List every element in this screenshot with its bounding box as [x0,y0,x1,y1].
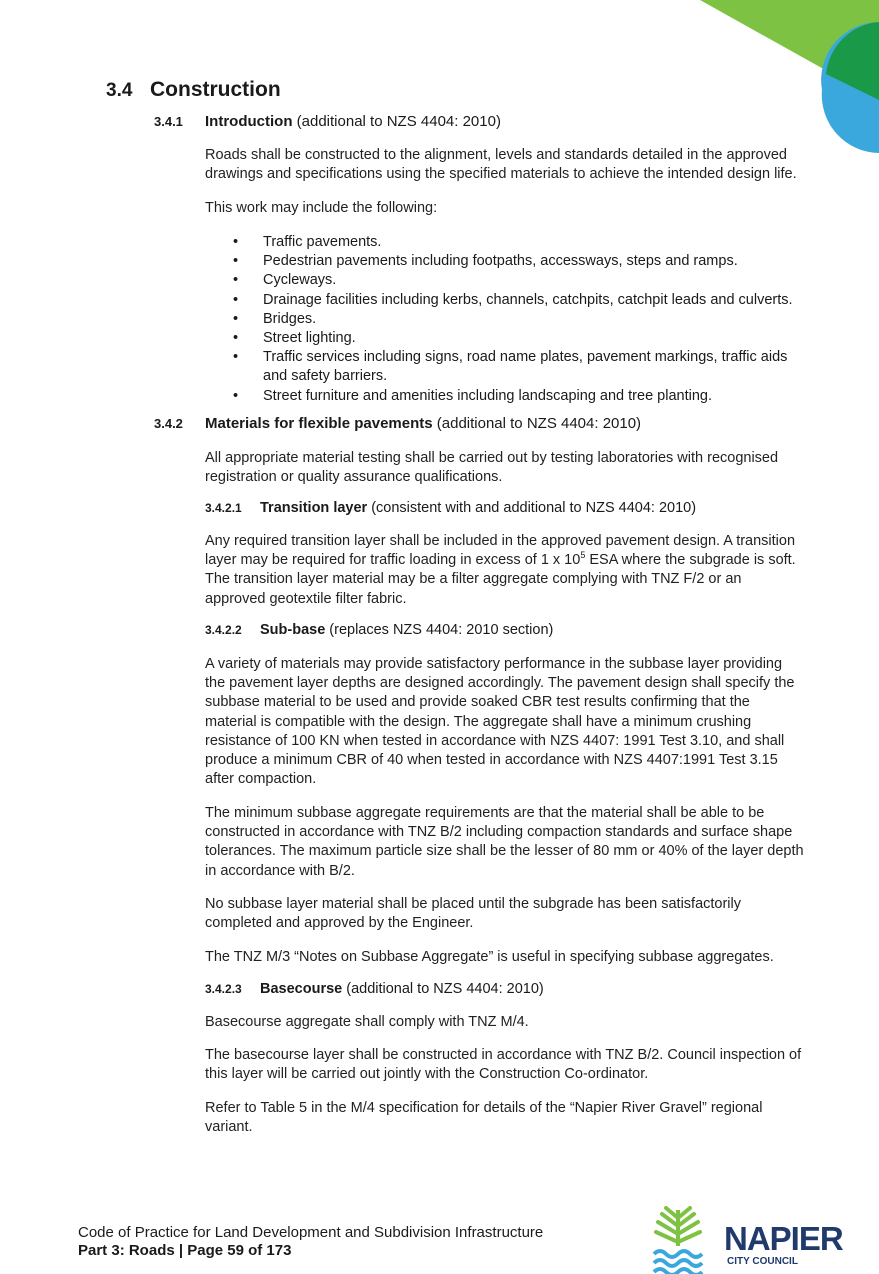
logo-subtitle: CITY COUNCIL [727,1256,798,1267]
superscript: 5 [580,550,586,561]
bullet-icon: • [233,253,239,270]
section-heading [106,78,281,102]
subsection-number: 3.4.2 [154,416,183,431]
paragraph: Basecourse aggregate shall comply with TNZ M/4. [205,1014,529,1030]
list-item-text: Pedestrian pavements including footpaths, accessways, steps and ramps. [263,253,738,270]
paragraph: The TNZ M/3 “Notes on Subbase Aggregate” is useful in specifying subbase aggregates. [205,949,774,965]
list-item-text: Street lighting. [263,330,356,347]
bullet-icon: • [233,310,239,327]
subsubsection-title: Sub-base [260,622,326,638]
subsection-title: Introduction [205,113,293,130]
list-item [233,387,793,406]
subsubsection-number: 3.4.2.3 [205,982,242,996]
bullet-icon: • [233,387,239,404]
section-title: Construction [150,78,281,101]
bullet-icon: • [233,291,239,308]
subsection-heading-341 [154,113,501,130]
subsection-heading-342 [154,415,641,432]
paragraph-text: Any required transition layer shall be included in the approved pavement design. A transition layer may be required for traffic loading in excess of 1 x 10 [205,533,796,569]
subsection-title: Materials for flexible pavements [205,415,433,432]
list-item-text: Traffic pavements. [263,234,382,250]
subsubsection-suffix: (consistent with and additional to NZS 4404: 2010) [367,500,697,516]
paragraph: The basecourse layer shall be constructed in accordance with TNZ B/2. Council inspection of this layer will be carried out jointly with the Construction Co-ordinator. [205,1047,802,1083]
list-item [233,271,793,290]
subsubsection-suffix: (replaces NZS 4404: 2010 section) [325,622,554,638]
subsubsection-title: Transition layer [260,500,368,516]
bullet-icon: • [233,272,239,289]
paragraph: This work may include the following: [205,200,438,216]
paragraph-text: ESA where the subgrade is soft. The transition layer material may be a filter aggregate complying with TNZ F/2 or an approved geotextile filter fabric. [205,552,796,607]
list-item [233,329,793,348]
paragraph: No subbase layer material shall be placed until the subgrade has been satisfactorily completed and approved by the Engineer. [205,896,742,932]
paragraph [205,532,805,609]
paragraph: All appropriate material testing shall be carried out by testing laboratories with recognised registration or quality assurance qualifications. [205,450,779,486]
footer-document-title: Code of Practice for Land Development and Subdivision Infrastructure [78,1224,544,1241]
subsubsection-suffix: (additional to NZS 4404: 2010) [342,981,544,997]
bullet-icon: • [233,234,239,250]
paragraph: A variety of materials may provide satisfactory performance in the subbase layer providing the pavement layer depths are designed accordingly. The pavement design shall specify the subbase material to be used and provide soaked CBR test results confirming that the material is compatible with the design. The aggregate shall have a minimum crushing resistance of 100 KN when tested in accordance with NZS 4407: 1991 Test 3.10, and shall produce a minimum CBR of 40 when tested in accordance with NZS 4407:1991 Test 3.15 after compaction. [205,656,795,788]
subsubsection-heading-3423 [205,981,544,997]
footer-page-number: Part 3: Roads | Page 59 of 173 [78,1242,292,1259]
section-number: 3.4 [106,80,133,101]
subsection-suffix: (additional to NZS 4404: 2010) [432,415,642,432]
subsubsection-number: 3.4.2.2 [205,623,242,637]
paragraph: The minimum subbase aggregate requirements are that the material shall be able to be constructed in accordance with TNZ B/2 including compaction standards and surface shape tolerances. The maximum particle size shall be the lesser of 80 mm or 40% of the layer depth in accordance with B/2. [205,805,804,879]
bullet-icon: • [233,349,239,366]
subsubsection-heading-3421 [205,500,696,516]
page-footer [78,1224,543,1260]
list-item-text: Bridges. [263,310,317,327]
list-item-text: Cycleways. [263,272,337,289]
paragraph: Refer to Table 5 in the M/4 specification for details of the “Napier River Gravel” regional variant. [205,1100,763,1136]
list-item [233,348,793,386]
list-item-text: Traffic services including signs, road name plates, pavement markings, traffic aids and safety barriers. [263,349,788,385]
logo-wordmark: NAPIER [724,1220,843,1257]
bullet-icon: • [233,330,239,347]
list-item-text: Street furniture and amenities including landscaping and tree planting. [263,387,712,404]
paragraph: Roads shall be constructed to the alignment, levels and standards detailed in the approved drawings and specifications using the specified materials to achieve the intended design life. [205,147,797,183]
subsubsection-title: Basecourse [260,981,343,997]
list-item [233,291,793,310]
list-item-text: Drainage facilities including kerbs, channels, catchpits, catchpit leads and culverts. [263,291,793,308]
subsubsection-number: 3.4.2.1 [205,501,242,515]
bullet-list [233,233,793,406]
list-item [233,310,793,329]
list-item [233,252,793,271]
list-item [233,233,793,252]
subsection-number: 3.4.1 [154,114,183,129]
subsubsection-heading-3422 [205,622,553,638]
subsection-suffix: (additional to NZS 4404: 2010) [292,113,501,130]
